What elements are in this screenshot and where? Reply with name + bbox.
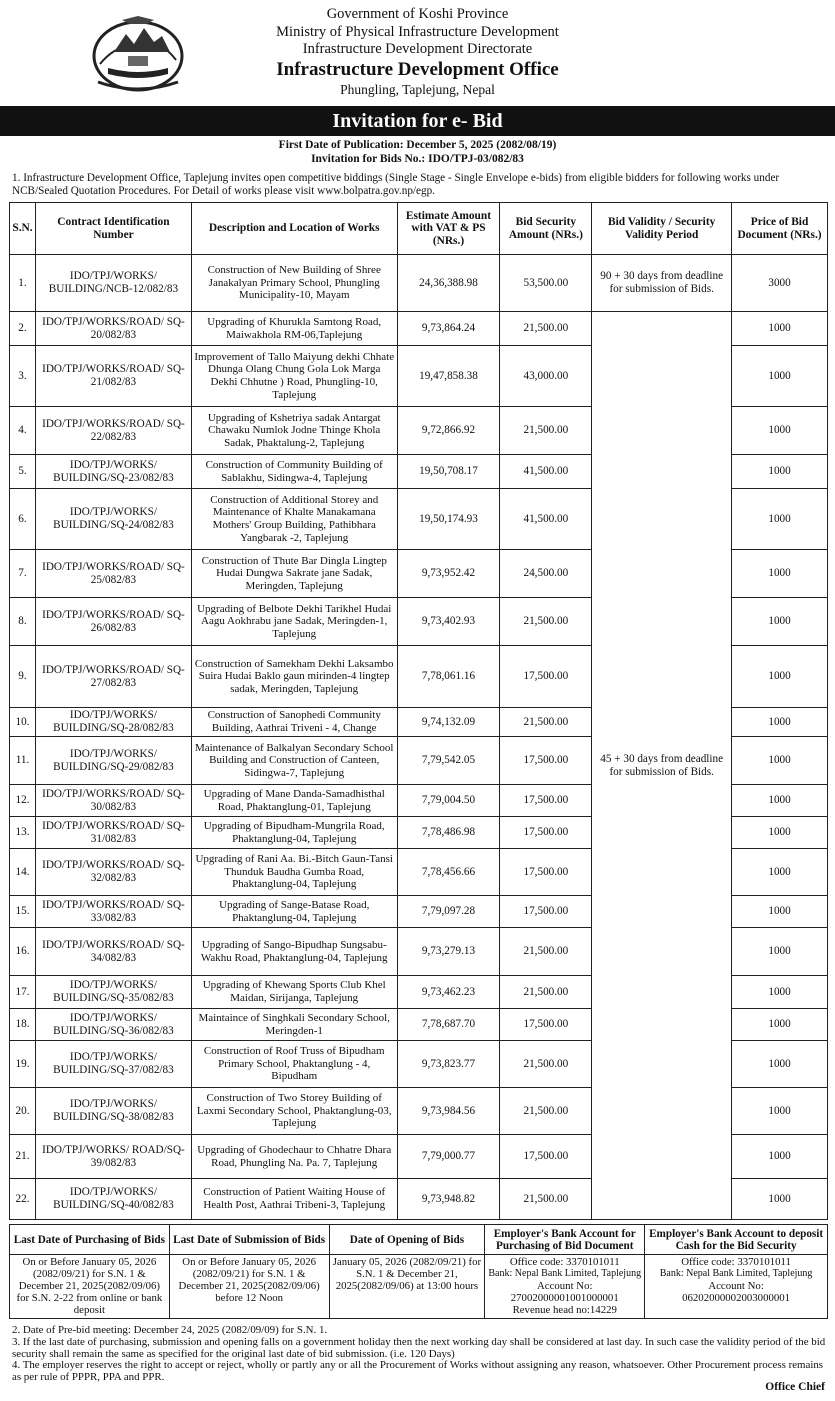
col-price: Price of Bid Document (NRs.) xyxy=(732,203,828,255)
bid-document-price: 1000 xyxy=(732,1088,828,1135)
estimate-amount: 9,74,132.09 xyxy=(397,708,500,737)
work-description: Construction of Patient Waiting House of Health Post, Aathrai Tribeni-3, Taplejung xyxy=(191,1179,397,1220)
notes xyxy=(12,1325,827,1384)
col-sn: S.N. xyxy=(10,203,36,255)
contract-id: IDO/TPJ/WORKS/ROAD/ SQ-22/082/83 xyxy=(35,407,191,455)
work-description: Improvement of Tallo Maiyung dekhi Chhate Dhunga Olang Chung Gola Lok Marga Dekhi Chhutne ) Road, Phungling-10, Taplejung xyxy=(191,346,397,407)
bid-validity: 90 + 30 days from deadline for submission of Bids. xyxy=(592,255,732,312)
estimate-amount: 9,73,823.77 xyxy=(397,1041,500,1088)
contract-id: IDO/TPJ/WORKS/ BUILDING/SQ-38/082/83 xyxy=(35,1088,191,1135)
contract-id: IDO/TPJ/WORKS/ROAD/ SQ-26/082/83 xyxy=(35,598,191,646)
contract-id: IDO/TPJ/WORKS/ BUILDING/SQ-24/082/83 xyxy=(35,489,191,550)
work-description: Upgrading of Sango-Bipudhap Sungsabu-Wakhu Road, Phaktanglung-04, Taplejung xyxy=(191,928,397,976)
contract-id: IDO/TPJ/WORKS/ROAD/ SQ-33/082/83 xyxy=(35,896,191,928)
contract-id: IDO/TPJ/WORKS/ BUILDING/NCB-12/082/83 xyxy=(35,255,191,312)
bid-security: 17,500.00 xyxy=(500,1009,592,1041)
serial-number: 20. xyxy=(10,1088,36,1135)
serial-number: 15. xyxy=(10,896,36,928)
purchase-account-cell xyxy=(485,1255,645,1319)
submission-date-header: Last Date of Submission of Bids xyxy=(169,1225,329,1255)
contract-id: IDO/TPJ/WORKS/ROAD/ SQ-20/082/83 xyxy=(35,312,191,346)
serial-number: 22. xyxy=(10,1179,36,1220)
bid-document-price: 1000 xyxy=(732,598,828,646)
govt-line: Government of Koshi Province xyxy=(326,6,509,22)
work-description: Construction of Roof Truss of Bipudham Primary School, Phaktanglung - 4, Bipudham xyxy=(191,1041,397,1088)
bid-security: 21,500.00 xyxy=(500,407,592,455)
account-label: Account No: xyxy=(708,1280,764,1292)
ministry-line: Ministry of Physical Infrastructure Development xyxy=(276,23,559,40)
bid-security: 21,500.00 xyxy=(500,312,592,346)
bid-document-price: 1000 xyxy=(732,928,828,976)
dates-accounts-table xyxy=(9,1224,828,1319)
serial-number: 18. xyxy=(10,1009,36,1041)
work-description: Upgrading of Khurukla Samtong Road, Maiwakhola RM-06,Taplejung xyxy=(191,312,397,346)
bid-document-price: 1000 xyxy=(732,646,828,708)
bid-security: 17,500.00 xyxy=(500,896,592,928)
estimate-amount: 7,79,097.28 xyxy=(397,896,500,928)
bid-document-price: 1000 xyxy=(732,817,828,849)
bid-security: 24,500.00 xyxy=(500,550,592,598)
serial-number: 21. xyxy=(10,1135,36,1179)
works-table xyxy=(9,202,828,1220)
bid-security: 41,500.00 xyxy=(500,455,592,489)
contract-id: IDO/TPJ/WORKS/ ROAD/SQ-39/082/83 xyxy=(35,1135,191,1179)
contract-id: IDO/TPJ/WORKS/ROAD/ SQ-25/082/83 xyxy=(35,550,191,598)
publication-info xyxy=(0,139,835,166)
serial-number: 17. xyxy=(10,976,36,1009)
col-contract: Contract Identification Number xyxy=(35,203,191,255)
bid-security: 43,000.00 xyxy=(500,346,592,407)
bid-document-price: 1000 xyxy=(732,312,828,346)
bid-document-price: 3000 xyxy=(732,255,828,312)
serial-number: 12. xyxy=(10,785,36,817)
table-row xyxy=(10,312,828,346)
bid-document-price: 1000 xyxy=(732,489,828,550)
bid-document-price: 1000 xyxy=(732,785,828,817)
bid-security: 53,500.00 xyxy=(500,255,592,312)
work-description: Upgrading of Sange-Batase Road, Phaktanglung-04, Taplejung xyxy=(191,896,397,928)
estimate-amount: 9,72,866.92 xyxy=(397,407,500,455)
contract-id: IDO/TPJ/WORKS/ BUILDING/SQ-35/082/83 xyxy=(35,976,191,1009)
contract-id: IDO/TPJ/WORKS/ BUILDING/SQ-36/082/83 xyxy=(35,1009,191,1041)
submission-date-cell: On or Before January 05, 2026 (2082/09/21) for S.N. 1 & December 21, 2025(2082/09/06) before 12 Noon xyxy=(169,1255,329,1319)
work-description: Construction of Sanophedi Community Building, Aathrai Triveni - 4, Change xyxy=(191,708,397,737)
bank-name: Bank: Nepal Bank Limited, Taplejung xyxy=(659,1268,813,1279)
bid-document-price: 1000 xyxy=(732,976,828,1009)
security-account-cell xyxy=(645,1255,828,1319)
intro-paragraph: 1. Infrastructure Development Office, Taplejung invites open competitive biddings (Single Stage - Single Envelope e-bids) from eligible bidders for following works under NCB/Sealed Quotation Procedures. For Detail of works please visit www.bolpatra.gov.np/egp. xyxy=(12,172,780,197)
estimate-amount: 7,78,456.66 xyxy=(397,849,500,896)
serial-number: 7. xyxy=(10,550,36,598)
contract-id: IDO/TPJ/WORKS/ROAD/ SQ-32/082/83 xyxy=(35,849,191,896)
bank-name: Bank: Nepal Bank Limited, Taplejung xyxy=(488,1268,642,1279)
bid-security: 21,500.00 xyxy=(500,1088,592,1135)
signature: Office Chief xyxy=(765,1381,825,1393)
estimate-amount: 24,36,388.98 xyxy=(397,255,500,312)
serial-number: 13. xyxy=(10,817,36,849)
work-description: Upgrading of Mane Danda-Samadhisthal Road, Phaktanglung-01, Taplejung xyxy=(191,785,397,817)
bid-security: 21,500.00 xyxy=(500,1179,592,1220)
security-account-header: Employer's Bank Account to deposit Cash for the Bid Security xyxy=(645,1225,828,1255)
note-rights: 4. The employer reserves the right to accept or reject, wholly or partly any or all the Procurement of Works without assigning any reason, whatsoever. Other Procurement process remains as per rule of PPPR, PPA and PPR. xyxy=(12,1359,824,1384)
bid-security: 17,500.00 xyxy=(500,817,592,849)
estimate-amount: 7,79,004.50 xyxy=(397,785,500,817)
account-number: 06202000002003000001 xyxy=(682,1292,791,1304)
contract-id: IDO/TPJ/WORKS/ BUILDING/SQ-28/082/83 xyxy=(35,708,191,737)
contract-id: IDO/TPJ/WORKS/ROAD/ SQ-31/082/83 xyxy=(35,817,191,849)
revenue-head: Revenue head no:14229 xyxy=(512,1304,617,1316)
serial-number: 4. xyxy=(10,407,36,455)
note-holiday: 3. If the last date of purchasing, submission and opening falls on a government holiday then the next working day shall be considered at last day. In such case the validity period of the bid security shall remain the same as specified for the original last date of bid submission. (i.e. 120 Days) xyxy=(12,1335,826,1360)
bid-security: 17,500.00 xyxy=(500,849,592,896)
col-validity: Bid Validity / Security Validity Period xyxy=(592,203,732,255)
opening-date-header: Date of Opening of Bids xyxy=(329,1225,485,1255)
account-label: Account No: xyxy=(537,1280,593,1292)
estimate-amount: 7,78,486.98 xyxy=(397,817,500,849)
bid-document-price: 1000 xyxy=(732,896,828,928)
account-number: 27002000001001000001 xyxy=(510,1292,619,1304)
estimate-amount: 9,73,864.24 xyxy=(397,312,500,346)
serial-number: 9. xyxy=(10,646,36,708)
estimate-amount: 19,50,708.17 xyxy=(397,455,500,489)
work-description: Maintenance of Balkalyan Secondary School Building and Construction of Canteen, Sidingwa-7, Taplejung xyxy=(191,737,397,785)
work-description: Construction of Community Building of Sablakhu, Sidingwa-4, Taplejung xyxy=(191,455,397,489)
bid-security: 17,500.00 xyxy=(500,646,592,708)
work-description: Construction of Two Storey Building of Laxmi Secondary School, Phaktanglung-03, Taplejung xyxy=(191,1088,397,1135)
bid-security: 41,500.00 xyxy=(500,489,592,550)
bid-security: 17,500.00 xyxy=(500,785,592,817)
work-description: Upgrading of Khewang Sports Club Khel Maidan, Sirijanga, Taplejung xyxy=(191,976,397,1009)
bid-document-price: 1000 xyxy=(732,1135,828,1179)
purchase-date-cell: On or Before January 05, 2026 (2082/09/21) for S.N. 1 & December 21, 2025(2082/09/06) for S.N. 2-22 from online or bank deposit xyxy=(10,1255,170,1319)
opening-date-cell: January 05, 2026 (2082/09/21) for S.N. 1 & December 21, 2025(2082/09/06) at 13:00 hours xyxy=(329,1255,485,1319)
estimate-amount: 9,73,984.56 xyxy=(397,1088,500,1135)
bid-security: 17,500.00 xyxy=(500,737,592,785)
publication-date: First Date of Publication: December 5, 2025 (2082/08/19) xyxy=(278,139,557,151)
estimate-amount: 19,50,174.93 xyxy=(397,489,500,550)
office-code: Office code: 3370101011 xyxy=(681,1256,791,1268)
estimate-amount: 7,78,061.16 xyxy=(397,646,500,708)
bid-security: 21,500.00 xyxy=(500,976,592,1009)
col-security: Bid Security Amount (NRs.) xyxy=(500,203,592,255)
estimate-amount: 9,73,952.42 xyxy=(397,550,500,598)
serial-number: 5. xyxy=(10,455,36,489)
bid-document-price: 1000 xyxy=(732,1179,828,1220)
serial-number: 1. xyxy=(10,255,36,312)
work-description: Upgrading of Ghodechaur to Chhatre Dhara Road, Phungling Na. Pa. 7, Taplejung xyxy=(191,1135,397,1179)
office-code: Office code: 3370101011 xyxy=(509,1256,620,1268)
table-row xyxy=(10,255,828,312)
contract-id: IDO/TPJ/WORKS/ BUILDING/SQ-37/082/83 xyxy=(35,1041,191,1088)
work-description: Upgrading of Belbote Dekhi Tarikhel Hudai Aagu Aokhrabu jane Sadak, Meringden-1, Taplejung xyxy=(191,598,397,646)
work-description: Construction of Additional Storey and Maintenance of Khalte Manakamana Mothers' Group Building, Pathibhara Yangbarak -2, Taplejung xyxy=(191,489,397,550)
bid-document-price: 1000 xyxy=(732,1009,828,1041)
contract-id: IDO/TPJ/WORKS/ BUILDING/SQ-23/082/83 xyxy=(35,455,191,489)
bid-security: 21,500.00 xyxy=(500,598,592,646)
serial-number: 10. xyxy=(10,708,36,737)
serial-number: 14. xyxy=(10,849,36,896)
serial-number: 11. xyxy=(10,737,36,785)
serial-number: 6. xyxy=(10,489,36,550)
purchase-date-header: Last Date of Purchasing of Bids xyxy=(10,1225,170,1255)
bid-document-price: 1000 xyxy=(732,455,828,489)
directorate-line: Infrastructure Development Directorate xyxy=(302,41,533,57)
work-description: Construction of Thute Bar Dingla Lingtep Hudai Dungwa Sakrate jane Sadak, Meringden, Taplejung xyxy=(191,550,397,598)
serial-number: 3. xyxy=(10,346,36,407)
estimate-amount: 9,73,402.93 xyxy=(397,598,500,646)
bid-security: 17,500.00 xyxy=(500,1135,592,1179)
table-header-row xyxy=(10,203,828,255)
work-description: Maintaince of Singhkali Secondary School, Meringden-1 xyxy=(191,1009,397,1041)
serial-number: 16. xyxy=(10,928,36,976)
contract-id: IDO/TPJ/WORKS/ROAD/ SQ-21/082/83 xyxy=(35,346,191,407)
work-description: Upgrading of Bipudham-Mungrila Road, Phaktanglung-04, Taplejung xyxy=(191,817,397,849)
note-prebid: 2. Date of Pre-bid meeting: December 24, 2025 (2082/09/09) for S.N. 1. xyxy=(12,1324,328,1336)
estimate-amount: 7,78,687.70 xyxy=(397,1009,500,1041)
bid-document-price: 1000 xyxy=(732,737,828,785)
ifb-number: Invitation for Bids No.: IDO/TPJ-03/082/83 xyxy=(311,152,524,165)
letterhead xyxy=(0,0,835,104)
contract-id: IDO/TPJ/WORKS/ BUILDING/SQ-29/082/83 xyxy=(35,737,191,785)
office-address: Phungling, Taplejung, Nepal xyxy=(340,81,495,97)
serial-number: 2. xyxy=(10,312,36,346)
estimate-amount: 9,73,462.23 xyxy=(397,976,500,1009)
estimate-amount: 7,79,542.05 xyxy=(397,737,500,785)
invitation-banner: Invitation for e- Bid xyxy=(0,106,835,136)
work-description: Construction of Samekham Dekhi Laksambo Suira Hudai Baklo gaun mirinden-4 lingtep sadak, Meringden, Taplejung xyxy=(191,646,397,708)
bid-security: 21,500.00 xyxy=(500,708,592,737)
bid-validity: 45 + 30 days from deadline for submission of Bids. xyxy=(592,312,732,1220)
work-description: Construction of New Building of Shree Janakalyan Primary School, Phungling Municipality-10, Mayam xyxy=(191,255,397,312)
contract-id: IDO/TPJ/WORKS/ROAD/ SQ-30/082/83 xyxy=(35,785,191,817)
bid-security: 21,500.00 xyxy=(500,928,592,976)
bid-document-price: 1000 xyxy=(732,550,828,598)
bid-document-price: 1000 xyxy=(732,849,828,896)
bid-security: 21,500.00 xyxy=(500,1041,592,1088)
serial-number: 8. xyxy=(10,598,36,646)
bid-document-price: 1000 xyxy=(732,708,828,737)
work-description: Upgrading of Kshetriya sadak Antargat Chawaku Numlok Jodne Thinge Khola Sadak, Phaktalung-2, Taplejung xyxy=(191,407,397,455)
estimate-amount: 19,47,858.38 xyxy=(397,346,500,407)
col-description: Description and Location of Works xyxy=(191,203,397,255)
estimate-amount: 9,73,948.82 xyxy=(397,1179,500,1220)
estimate-amount: 9,73,279.13 xyxy=(397,928,500,976)
serial-number: 19. xyxy=(10,1041,36,1088)
contract-id: IDO/TPJ/WORKS/ROAD/ SQ-34/082/83 xyxy=(35,928,191,976)
contract-id: IDO/TPJ/WORKS/ BUILDING/SQ-40/082/83 xyxy=(35,1179,191,1220)
office-title: Infrastructure Development Office xyxy=(276,58,559,80)
work-description: Upgrading of Rani Aa. Bi.-Bitch Gaun-Tansi Thunduk Baudha Gumba Road, Phaktanglung-04, Taplejung xyxy=(191,849,397,896)
bid-document-price: 1000 xyxy=(732,346,828,407)
estimate-amount: 7,79,000.77 xyxy=(397,1135,500,1179)
bid-document-price: 1000 xyxy=(732,1041,828,1088)
col-estimate: Estimate Amount with VAT & PS (NRs.) xyxy=(397,203,500,255)
contract-id: IDO/TPJ/WORKS/ROAD/ SQ-27/082/83 xyxy=(35,646,191,708)
bid-document-price: 1000 xyxy=(732,407,828,455)
purchase-account-header: Employer's Bank Account for Purchasing of Bid Document xyxy=(485,1225,645,1255)
